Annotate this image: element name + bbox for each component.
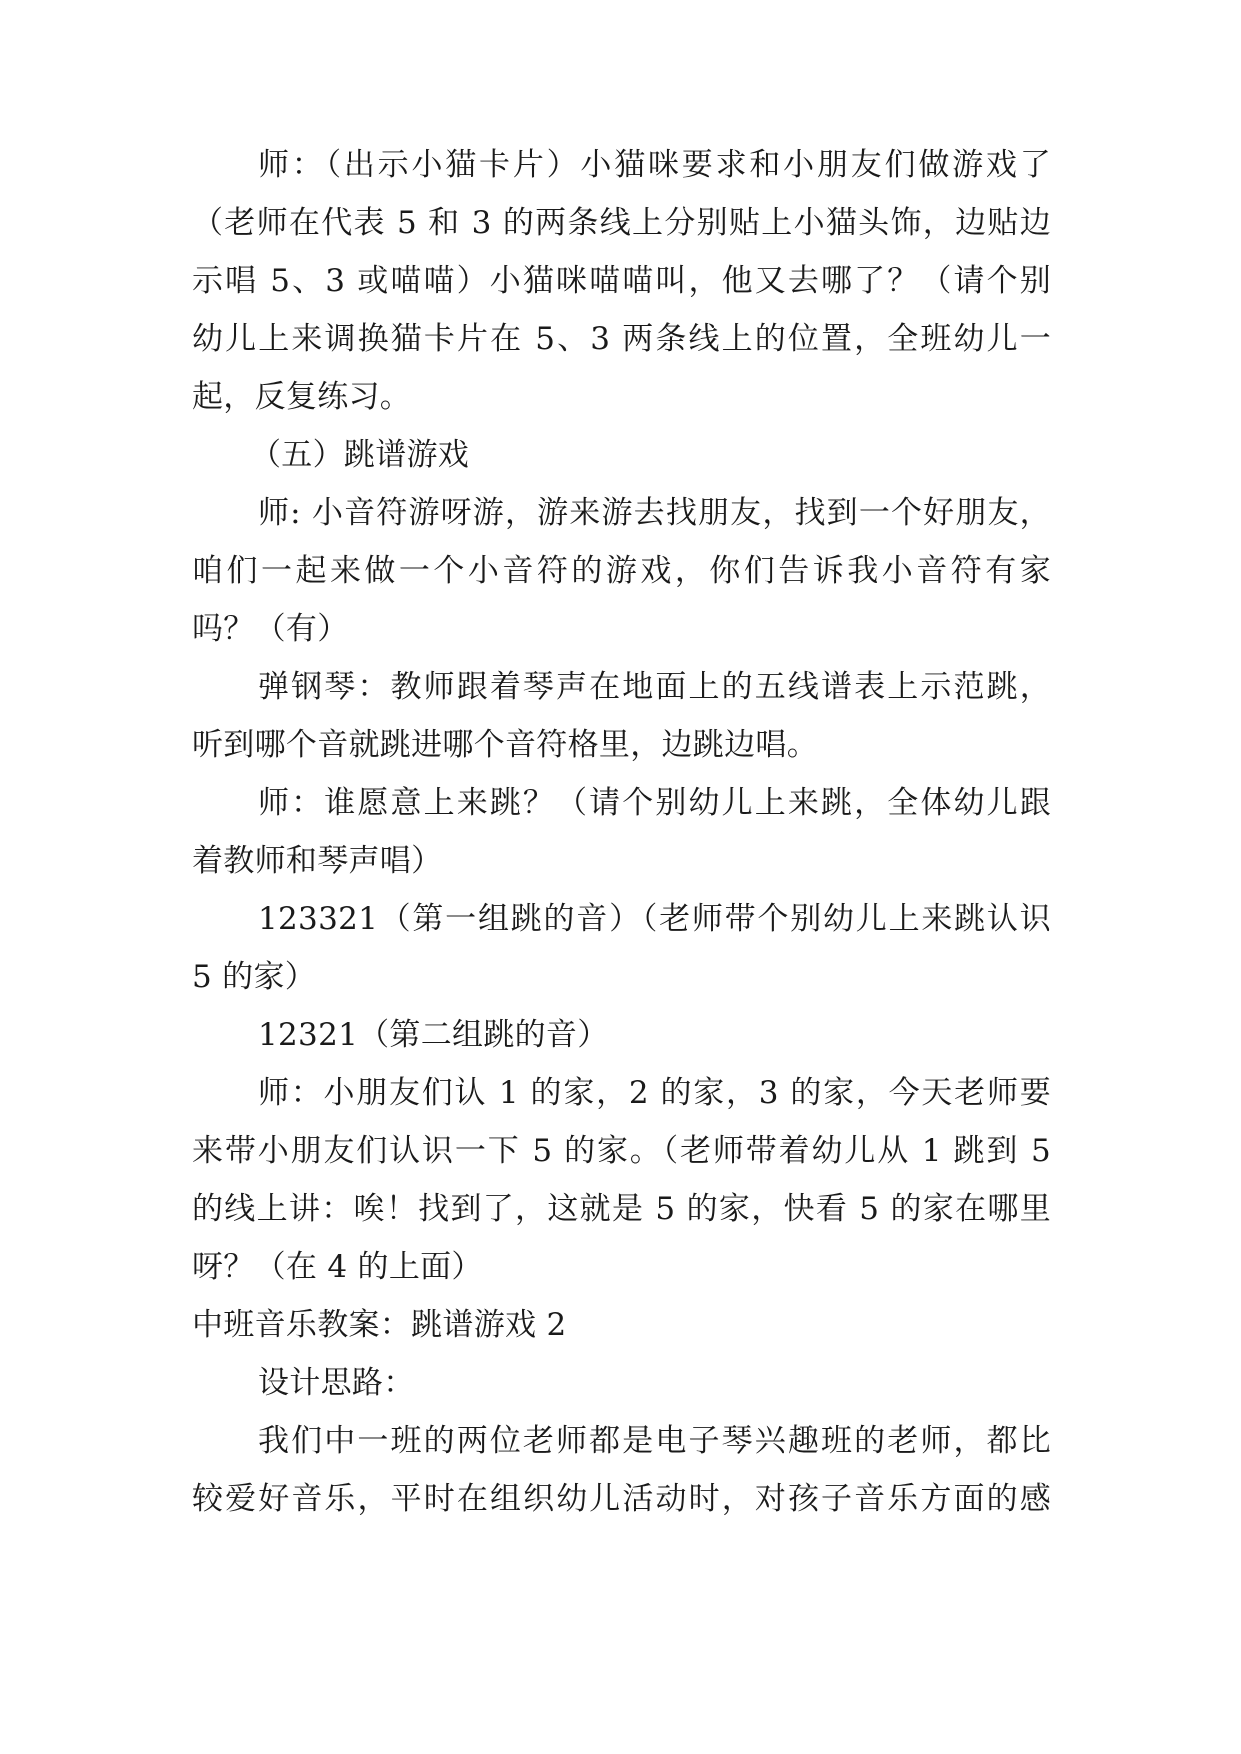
paragraph-line: 师: 小音符游呀游，游来游去找朋友，找到一个好朋友，	[258, 495, 1051, 531]
paragraph-line: 着教师和琴声唱）	[192, 843, 443, 879]
paragraph-line: 幼儿上来调换猫卡片在 5、3 两条线上的位置，全班幼儿一	[192, 321, 1051, 357]
paragraph-line: 听到哪个音就跳进哪个音符格里，边跳边唱。	[192, 727, 818, 763]
paragraph-line: 弹钢琴：教师跟着琴声在地面上的五线谱表上示范跳，	[258, 669, 1051, 705]
paragraph-line: 123321（第一组跳的音）（老师带个别幼儿上来跳认识	[258, 901, 1051, 937]
subheading: 设计思路：	[258, 1365, 415, 1401]
paragraph-line: 较爱好音乐，平时在组织幼儿活动时，对孩子音乐方面的感	[192, 1481, 1051, 1517]
paragraph-line: 咱们一起来做一个小音符的游戏，你们告诉我小音符有家	[192, 553, 1051, 589]
paragraph-line: 师：小朋友们认 1 的家，2 的家，3 的家，今天老师要	[258, 1075, 1051, 1111]
paragraph-line: 的线上讲：唉！找到了，这就是 5 的家，快看 5 的家在哪里	[192, 1191, 1051, 1227]
paragraph-line: 12321（第二组跳的音）	[258, 1017, 609, 1053]
paragraph-line: 师：谁愿意上来跳？（请个别幼儿上来跳，全体幼儿跟	[258, 785, 1051, 821]
paragraph-line: 呀？（在 4 的上面）	[192, 1249, 483, 1285]
paragraph-line: （老师在代表 5 和 3 的两条线上分别贴上小猫头饰，边贴边	[192, 205, 1051, 241]
paragraph-line: 吗？（有）	[192, 611, 349, 647]
paragraph-line: 起，反复练习。	[192, 379, 412, 415]
paragraph-line: 示唱 5、3 或喵喵）小猫咪喵喵叫，他又去哪了？（请个别	[192, 263, 1051, 299]
section-heading: （五）跳谱游戏	[250, 437, 470, 473]
paragraph-line: 来带小朋友们认识一下 5 的家。（老师带着幼儿从 1 跳到 5	[192, 1133, 1051, 1169]
document-title: 中班音乐教案：跳谱游戏 2	[192, 1307, 567, 1343]
paragraph-line: 我们中一班的两位老师都是电子琴兴趣班的老师，都比	[258, 1423, 1051, 1459]
paragraph-line: 5 的家）	[192, 959, 317, 995]
paragraph-line: 师：（出示小猫卡片）小猫咪要求和小朋友们做游戏了	[258, 147, 1051, 183]
